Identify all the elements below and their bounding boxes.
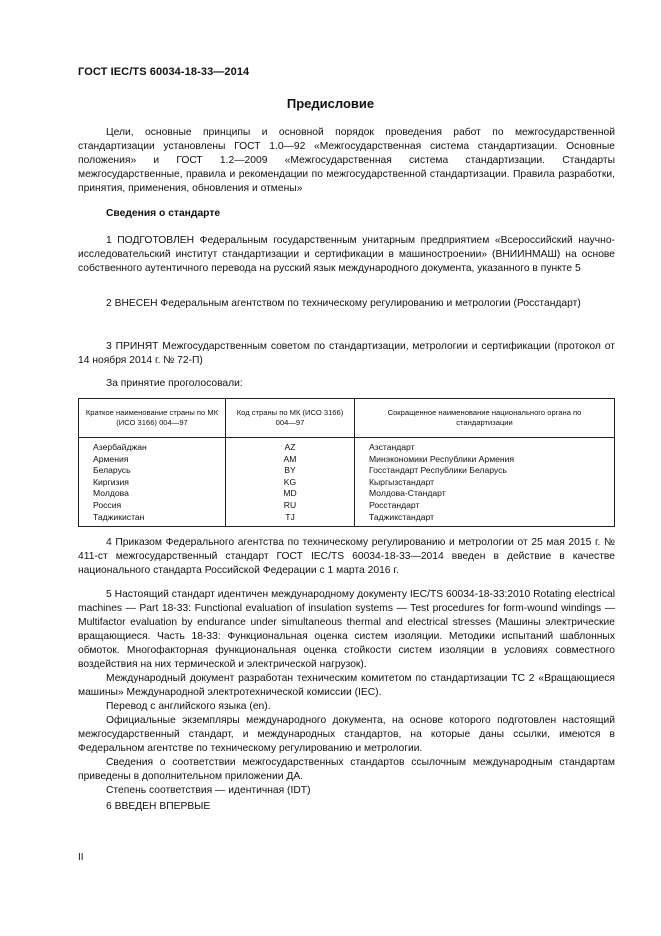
table-row	[79, 465, 615, 477]
item-5-translation: Перевод с английского языка (en).	[106, 701, 271, 712]
code-cell: RU	[226, 500, 355, 512]
item-1	[78, 234, 615, 276]
intro-paragraph	[78, 126, 615, 196]
item-2-text: 2 ВНЕСЕН Федеральным агентством по техническому регулированию и метрологии (Росстандарт)	[106, 298, 581, 309]
item-3-text: 3 ПРИНЯТ Межгосударственным советом по стандартизации, метрологии и сертификации (протокол от 14 ноября 2014 г. № 72-П)	[78, 341, 615, 366]
column-header-country: Краткое наименование страны по МК (ИСО 3166) 004—97	[79, 399, 226, 438]
table-row	[79, 438, 615, 454]
table-row	[79, 477, 615, 489]
table-row	[79, 488, 615, 500]
page-title: Предисловие	[286, 96, 375, 111]
column-header-body: Сокращенное наименование национального органа по стандартизации	[355, 399, 615, 438]
info-heading: Сведения о стандарте	[106, 208, 221, 219]
item-6-text: 6 ВВЕДЕН ВПЕРВЫЕ	[106, 801, 211, 812]
country-cell: Россия	[79, 500, 226, 512]
item-5-copies: Официальные экземпляры международного документа, на основе которого подготовлен настоящий межгосударственный стандарт, и международных стандартов, на которые даны ссылки, имеются в Федеральном агентстве по техническому регулированию и метрологии.	[78, 715, 615, 754]
item-3	[78, 340, 615, 368]
body-cell: Минэкономики Республики Армения	[355, 454, 615, 466]
country-cell: Киргизия	[79, 477, 226, 489]
item-5	[78, 588, 615, 798]
body-cell: Таджикстандарт	[355, 512, 615, 527]
code-cell: AZ	[226, 438, 355, 454]
table-header-row	[79, 399, 615, 438]
column-header-code: Код страны по МК (ИСО 3166) 004—97	[226, 399, 355, 438]
body-cell: Азстандарт	[355, 438, 615, 454]
body-cell: Росстандарт	[355, 500, 615, 512]
item-5-committee: Международный документ разработан техническим комитетом по стандартизации ТС 2 «Вращающиеся машины» Международной электротехнической комиссии (IEC).	[78, 673, 615, 698]
intro-text: Цели, основные принципы и основной порядок проведения работ по межгосударственной стандартизации установлены ГОСТ 1.0—92 «Межгосударственная система стандартизации. Основные положения» и ГОСТ 1.2—2009 «Межгосударственная система стандартизации. Стандарты межгосударственные, правила и рекомендации по межгосударственной стандартизации. Правила разработки, принятия, применения, обновления и отмены»	[78, 127, 615, 194]
country-cell: Беларусь	[79, 465, 226, 477]
item-1-text: 1 ПОДГОТОВЛЕН Федеральным государственным унитарным предприятием «Всероссийский научно-исследовательский институт стандартизации и сертификации в машиностроении» (ВНИИНМАШ) на основе собственного аутентичного перевода на русский язык международного документа, указанного в пункте 5	[78, 235, 615, 274]
item-6	[78, 800, 615, 814]
member-states-table	[78, 398, 615, 527]
code-cell: AM	[226, 454, 355, 466]
code-cell: MD	[226, 488, 355, 500]
country-cell: Азербайджан	[79, 438, 226, 454]
item-5-conformity-info: Сведения о соответствии межгосударственных стандартов ссылочным международным стандартам приведены в дополнительном приложении ДА.	[78, 757, 615, 782]
table-row	[79, 500, 615, 512]
item-2	[78, 297, 615, 311]
body-cell: Кыргызстандарт	[355, 477, 615, 489]
page-number: II	[78, 852, 84, 863]
country-cell: Таджикистан	[79, 512, 226, 527]
table-row	[79, 512, 615, 527]
item-4	[78, 536, 615, 578]
country-cell: Молдова	[79, 488, 226, 500]
code-cell: KG	[226, 477, 355, 489]
body-cell: Госстандарт Республики Беларусь	[355, 465, 615, 477]
table-row	[79, 454, 615, 466]
country-cell: Армения	[79, 454, 226, 466]
code-cell: TJ	[226, 512, 355, 527]
votes-label: За принятие проголосовали:	[106, 378, 243, 389]
item-4-text: 4 Приказом Федерального агентства по техническому регулированию и метрологии от 25 мая 2015 г. № 411-ст межгосударственный стандарт ГОСТ IEC/TS 60034-18-33—2014 введен в действие в качестве национального стандарта Российской Федерации с 1 марта 2016 г.	[78, 537, 615, 576]
standard-header: ГОСТ IEC/TS 60034-18-33—2014	[78, 66, 250, 78]
item-5-degree: Степень соответствия — идентичная (IDT)	[106, 785, 311, 796]
body-cell: Молдова-Стандарт	[355, 488, 615, 500]
item-5-text: 5 Настоящий стандарт идентичен международному документу IEC/TS 60034-18-33:2010 Rotating electrical machines — Part 18-33: Functional evaluation of insulation systems — Test procedures for form-wound windings — Multifactor evaluation by endurance under simultaneous thermal and electrical stresses (Машины электрические вращающиеся. Часть 18-33: Функциональная оценка систем изоляции. Методики испытаний шаблонных обмоток. Многофакторная функциональная оценка стойкости систем изоляции в условиях совместного воздействия на них термической и электрической нагрузок).	[78, 589, 615, 670]
code-cell: BY	[226, 465, 355, 477]
